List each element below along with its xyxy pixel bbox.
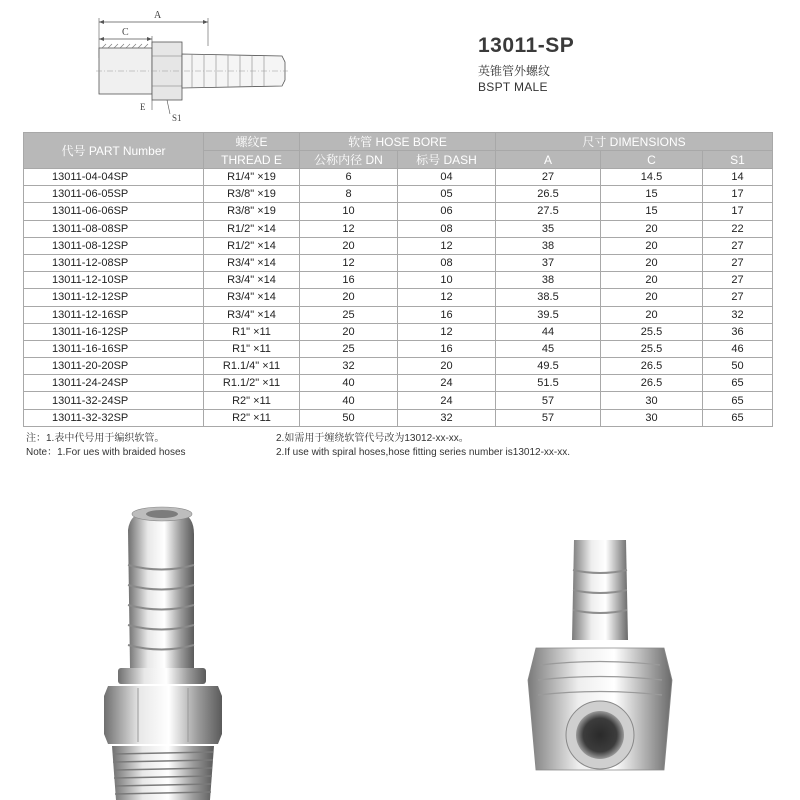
cell-part: 13011-16-12SP	[24, 323, 204, 340]
cell-dn: 12	[300, 254, 398, 271]
note-en-1: Note：1.For ues with braided hoses	[26, 447, 186, 458]
cell-dash: 10	[398, 272, 496, 289]
cell-a: 27.5	[496, 203, 601, 220]
cell-a: 26.5	[496, 186, 601, 203]
cell-dash: 12	[398, 289, 496, 306]
cell-thread: R3/8" ×19	[204, 203, 300, 220]
cell-s1: 32	[703, 306, 773, 323]
cell-s1: 50	[703, 358, 773, 375]
cell-c: 26.5	[601, 358, 703, 375]
product-name-en: BSPT MALE	[478, 80, 548, 94]
cell-c: 14.5	[601, 169, 703, 186]
header-dn: 公称内径 DN	[300, 151, 398, 169]
cell-dash: 12	[398, 323, 496, 340]
cell-c: 15	[601, 203, 703, 220]
cell-thread: R1" ×11	[204, 323, 300, 340]
cell-c: 15	[601, 186, 703, 203]
cell-c: 20	[601, 220, 703, 237]
header-dimensions: 尺寸 DIMENSIONS	[496, 133, 773, 151]
dimension-label-c: C	[122, 27, 129, 38]
product-photos	[0, 470, 800, 800]
cell-s1: 17	[703, 186, 773, 203]
cell-dn: 16	[300, 272, 398, 289]
cell-c: 20	[601, 254, 703, 271]
cell-a: 38.5	[496, 289, 601, 306]
cell-a: 57	[496, 392, 601, 409]
table-row	[24, 392, 773, 409]
cell-part: 13011-12-12SP	[24, 289, 204, 306]
cell-dn: 25	[300, 306, 398, 323]
cell-a: 35	[496, 220, 601, 237]
table-row	[24, 323, 773, 340]
header-a: A	[496, 151, 601, 169]
cell-dn: 32	[300, 358, 398, 375]
cell-part: 13011-06-06SP	[24, 203, 204, 220]
header-thread-en: THREAD E	[204, 151, 300, 169]
header-s1: S1	[703, 151, 773, 169]
cell-c: 30	[601, 409, 703, 426]
table-row	[24, 272, 773, 289]
table-row	[24, 289, 773, 306]
cell-s1: 17	[703, 203, 773, 220]
cell-dash: 24	[398, 375, 496, 392]
cell-dash: 06	[398, 203, 496, 220]
cell-a: 38	[496, 237, 601, 254]
cell-a: 39.5	[496, 306, 601, 323]
cell-thread: R1.1/4" ×11	[204, 358, 300, 375]
dimension-label-e: E	[140, 102, 146, 112]
notes	[26, 432, 786, 460]
cell-thread: R3/4" ×14	[204, 272, 300, 289]
header-hose-bore: 软管 HOSE BORE	[300, 133, 496, 151]
table-row	[24, 340, 773, 357]
table-row	[24, 375, 773, 392]
table-row	[24, 409, 773, 426]
cell-a: 49.5	[496, 358, 601, 375]
cell-dash: 04	[398, 169, 496, 186]
table-row	[24, 220, 773, 237]
cell-dash: 08	[398, 220, 496, 237]
cell-s1: 27	[703, 272, 773, 289]
cell-part: 13011-20-20SP	[24, 358, 204, 375]
cell-s1: 65	[703, 392, 773, 409]
cell-dn: 20	[300, 237, 398, 254]
cell-dn: 6	[300, 169, 398, 186]
cell-part: 13011-12-10SP	[24, 272, 204, 289]
cell-c: 20	[601, 306, 703, 323]
cell-c: 20	[601, 289, 703, 306]
product-code: 13011-SP	[478, 34, 575, 57]
cell-s1: 27	[703, 237, 773, 254]
cell-dn: 20	[300, 289, 398, 306]
cell-dn: 40	[300, 392, 398, 409]
cell-part: 13011-12-08SP	[24, 254, 204, 271]
dimension-label-a: A	[154, 10, 162, 21]
fitting-photo-side	[70, 490, 270, 800]
cell-dash: 12	[398, 237, 496, 254]
cell-part: 13011-08-12SP	[24, 237, 204, 254]
cell-dn: 50	[300, 409, 398, 426]
cell-a: 45	[496, 340, 601, 357]
table-row	[24, 237, 773, 254]
cell-s1: 36	[703, 323, 773, 340]
fitting-technical-drawing	[92, 6, 292, 124]
cell-dn: 10	[300, 203, 398, 220]
cell-c: 26.5	[601, 375, 703, 392]
cell-part: 13011-32-32SP	[24, 409, 204, 426]
cell-thread: R1/2" ×14	[204, 220, 300, 237]
cell-thread: R3/4" ×14	[204, 289, 300, 306]
cell-a: 44	[496, 323, 601, 340]
cell-dash: 05	[398, 186, 496, 203]
cell-part: 13011-32-24SP	[24, 392, 204, 409]
cell-a: 51.5	[496, 375, 601, 392]
cell-part: 13011-24-24SP	[24, 375, 204, 392]
header-thread-cn: 螺纹E	[204, 133, 300, 151]
cell-s1: 27	[703, 254, 773, 271]
cell-a: 38	[496, 272, 601, 289]
header-part-number: 代号 PART Number	[24, 133, 204, 169]
table-row	[24, 169, 773, 186]
table-row	[24, 358, 773, 375]
cell-thread: R1" ×11	[204, 340, 300, 357]
cell-part: 13011-08-08SP	[24, 220, 204, 237]
cell-s1: 14	[703, 169, 773, 186]
cell-a: 37	[496, 254, 601, 271]
cell-dash: 08	[398, 254, 496, 271]
cell-s1: 27	[703, 289, 773, 306]
cell-thread: R3/4" ×14	[204, 306, 300, 323]
cell-thread: R1/4" ×19	[204, 169, 300, 186]
cell-thread: R2" ×11	[204, 409, 300, 426]
cell-dn: 40	[300, 375, 398, 392]
cell-thread: R3/8" ×19	[204, 186, 300, 203]
header-dash: 标号 DASH	[398, 151, 496, 169]
cell-dn: 8	[300, 186, 398, 203]
cell-c: 30	[601, 392, 703, 409]
cell-c: 25.5	[601, 340, 703, 357]
table-row	[24, 203, 773, 220]
cell-dn: 20	[300, 323, 398, 340]
header-c: C	[601, 151, 703, 169]
cell-dash: 16	[398, 306, 496, 323]
cell-c: 25.5	[601, 323, 703, 340]
fitting-photo-front	[520, 530, 680, 780]
cell-dn: 12	[300, 220, 398, 237]
cell-part: 13011-16-16SP	[24, 340, 204, 357]
cell-a: 27	[496, 169, 601, 186]
cell-dn: 25	[300, 340, 398, 357]
title-block	[478, 34, 574, 94]
cell-dash: 20	[398, 358, 496, 375]
cell-a: 57	[496, 409, 601, 426]
table-row	[24, 254, 773, 271]
cell-thread: R2" ×11	[204, 392, 300, 409]
cell-dash: 16	[398, 340, 496, 357]
note-en-2: 2.If use with spiral hoses,hose fitting series number is13012-xx-xx.	[276, 447, 571, 458]
note-cn-2: 2.如需用于缠绕软管代号改为13012-xx-xx。	[276, 433, 469, 444]
product-name-cn: 英锥管外螺纹	[478, 64, 551, 78]
cell-dash: 32	[398, 409, 496, 426]
note-cn-1: 注：1.表中代号用于编织软管。	[26, 433, 165, 444]
cell-s1: 46	[703, 340, 773, 357]
cell-thread: R1/2" ×14	[204, 237, 300, 254]
spec-table-body	[24, 169, 773, 427]
cell-dash: 24	[398, 392, 496, 409]
dimension-label-s1: S1	[172, 113, 182, 123]
cell-s1: 65	[703, 375, 773, 392]
cell-thread: R3/4" ×14	[204, 254, 300, 271]
cell-c: 20	[601, 237, 703, 254]
table-row	[24, 306, 773, 323]
cell-part: 13011-04-04SP	[24, 169, 204, 186]
table-row	[24, 186, 773, 203]
spec-table	[23, 132, 773, 427]
cell-part: 13011-06-05SP	[24, 186, 204, 203]
cell-s1: 22	[703, 220, 773, 237]
cell-thread: R1.1/2" ×11	[204, 375, 300, 392]
cell-part: 13011-12-16SP	[24, 306, 204, 323]
cell-s1: 65	[703, 409, 773, 426]
cell-c: 20	[601, 272, 703, 289]
